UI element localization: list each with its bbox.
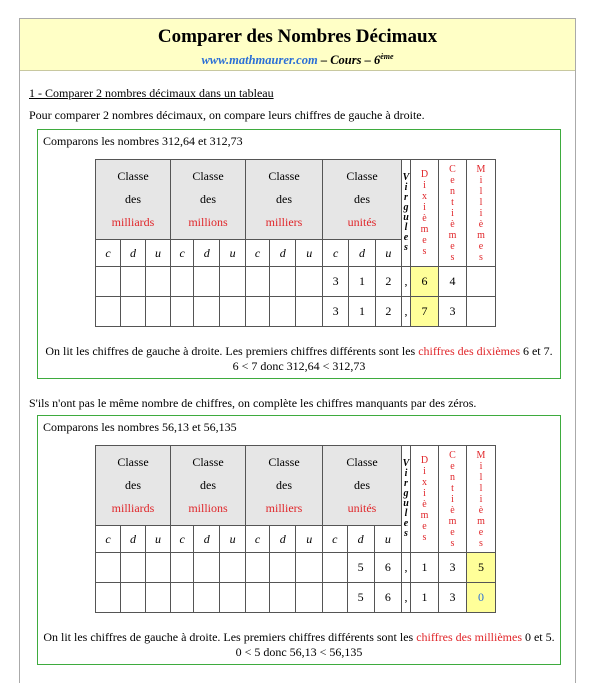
section-1-intro: Pour comparer 2 nombres décimaux, on compare leurs chiffres de gauche à droite. <box>29 108 425 122</box>
highlight-cell: 0 <box>467 583 496 613</box>
cell: 3 <box>439 583 467 613</box>
section-1-title: 1 - Comparer 2 nombres décimaux dans un tableau <box>29 86 274 100</box>
sub-d: d <box>121 526 146 553</box>
cell: 3 <box>323 267 349 297</box>
sub-u: u <box>375 240 401 267</box>
page <box>19 18 576 683</box>
cell: 3 <box>439 297 467 327</box>
cell: 4 <box>439 267 467 297</box>
sub-d: d <box>194 240 220 267</box>
virgules-label: V i r g u l e s <box>402 172 410 253</box>
sub-c: c <box>323 240 349 267</box>
example-box-2 <box>37 415 561 665</box>
cell: 5 <box>347 553 374 583</box>
example-1-conclusion: On lit les chiffres de gauche à droite. Les premiers chiffres différents sont les chiffres des dixièmes 6 et 7. <box>45 344 553 358</box>
page-title: Comparer des Nombres Décimaux <box>157 26 438 47</box>
sub-c: c <box>246 240 270 267</box>
subtitle-sup: ème <box>380 52 394 61</box>
sub-c: c <box>171 526 194 553</box>
example-2-result: 0 < 5 donc 56,13 < 56,135 <box>235 645 363 659</box>
table-row <box>96 267 496 297</box>
table-row <box>96 583 496 613</box>
sub-u: u <box>296 526 323 553</box>
highlight-cell: 5 <box>467 553 496 583</box>
milliemes-header: M i l l i è m e s <box>467 160 496 267</box>
cell: 1 <box>349 297 375 327</box>
example-2-conclusion: On lit les chiffres de gauche à droite. Les premiers chiffres différents sont les chiffres des millièmes 0 et 5. <box>43 630 555 644</box>
class-header-millions: Classe des millions <box>171 446 246 526</box>
site-link[interactable]: www.mathmaurer.com <box>201 53 318 68</box>
header <box>20 19 575 71</box>
sub-d: d <box>269 526 296 553</box>
example-1-compare: Comparons les nombres 312,64 et 312,73 <box>43 134 243 148</box>
sub-u: u <box>374 526 401 553</box>
cell: 1 <box>411 553 439 583</box>
table-row <box>96 553 496 583</box>
cell: 1 <box>349 267 375 297</box>
sub-c: c <box>96 526 121 553</box>
sub-d: d <box>121 240 146 267</box>
sub-c: c <box>96 240 121 267</box>
comma-cell: , <box>402 553 411 583</box>
cell <box>467 297 496 327</box>
cell: 3 <box>323 297 349 327</box>
cell: 1 <box>411 583 439 613</box>
sub-u: u <box>146 240 171 267</box>
comma-cell: , <box>402 297 411 327</box>
class-header-milliers: Classe des milliers <box>246 160 323 240</box>
cell <box>467 267 496 297</box>
example-1-result: 6 < 7 donc 312,64 < 312,73 <box>232 359 366 373</box>
centiemes-header: C e n t i è m e s <box>439 446 467 553</box>
sub-d: d <box>194 526 220 553</box>
cell: 6 <box>374 583 401 613</box>
milliemes-header: M i l l i è m e s <box>467 446 496 553</box>
class-header-millions: Classe des millions <box>171 160 246 240</box>
sub-d: d <box>347 526 374 553</box>
highlight-cell: 6 <box>411 267 439 297</box>
sub-u: u <box>296 240 323 267</box>
dixiemes-header: D i x i è m e s <box>411 160 439 267</box>
class-header-milliards: Classe des milliards <box>96 160 171 240</box>
dixiemes-header: D i x i è m e s <box>411 446 439 553</box>
sub-c: c <box>246 526 270 553</box>
sub-u: u <box>220 240 246 267</box>
centiemes-header: C e n t i è m e s <box>439 160 467 267</box>
sub-d: d <box>269 240 296 267</box>
class-header-milliards: Classe des milliards <box>96 446 171 526</box>
class-header-unites: Classe des unités <box>323 446 402 526</box>
example-box-1 <box>37 129 561 379</box>
virgules-header <box>402 160 411 267</box>
sub-u: u <box>220 526 246 553</box>
cell: 2 <box>375 267 401 297</box>
example-2-compare: Comparons les nombres 56,13 et 56,135 <box>43 420 237 434</box>
cell: 2 <box>375 297 401 327</box>
place-value-table-2 <box>95 445 496 613</box>
cell: 5 <box>347 583 374 613</box>
cell: 6 <box>374 553 401 583</box>
cell: 3 <box>439 553 467 583</box>
class-header-milliers: Classe des milliers <box>246 446 323 526</box>
subtitle-level: – Cours – 6 <box>317 53 381 68</box>
comma-cell: , <box>402 267 411 297</box>
highlight-cell: 7 <box>411 297 439 327</box>
place-value-table-1 <box>95 159 496 327</box>
sub-c: c <box>323 526 348 553</box>
sub-u: u <box>146 526 171 553</box>
comma-cell: , <box>402 583 411 613</box>
sub-d: d <box>349 240 375 267</box>
section-2-intro: S'ils n'ont pas le même nombre de chiffres, on complète les chiffres manquants par des zéros. <box>29 396 477 410</box>
table-row <box>96 297 496 327</box>
sub-c: c <box>171 240 194 267</box>
class-header-unites: Classe des unités <box>323 160 402 240</box>
virgules-header: V i r g u l e s <box>402 446 411 553</box>
subtitle <box>20 49 575 68</box>
